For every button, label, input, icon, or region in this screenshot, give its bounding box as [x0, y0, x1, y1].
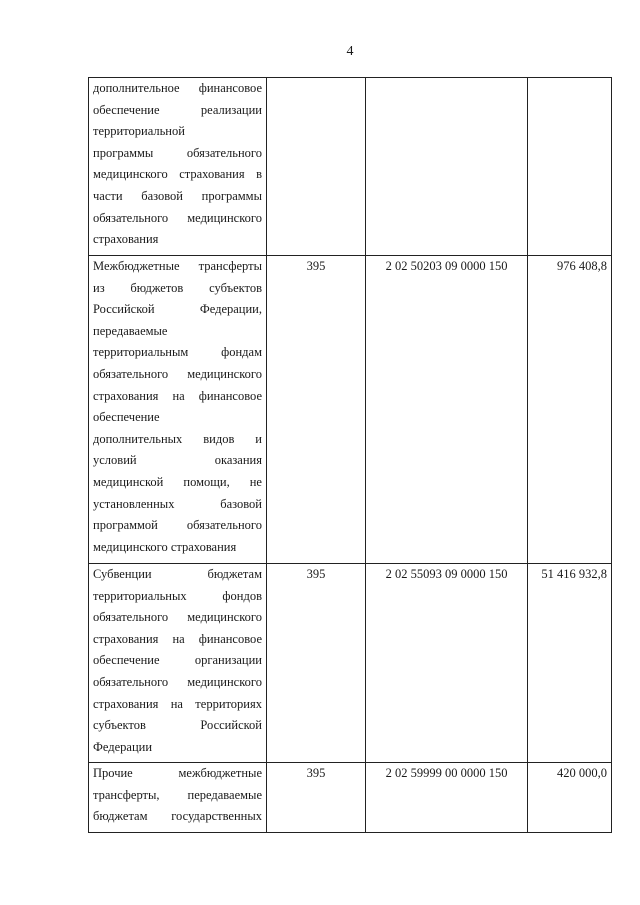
budget-code-cell: 2 02 50203 09 0000 150 [366, 256, 528, 564]
revenue-name-line: программой обязательного [93, 518, 262, 533]
revenue-name-line: Межбюджетные трансферты [93, 259, 262, 273]
amount-cell: 976 408,8 [528, 256, 612, 564]
revenue-name-line: программы обязательного [93, 145, 262, 160]
revenue-name-line: медицинского страхования в [93, 167, 262, 182]
revenue-name-line: установленных базовой [93, 496, 262, 511]
revenue-name-line: медицинской помощи, не [93, 474, 262, 489]
revenue-name-line: дополнительных видов и [93, 431, 262, 446]
revenue-name-line: обеспечение [93, 410, 160, 425]
budget-revenue-table [88, 77, 612, 833]
admin-code-cell: 395 [267, 256, 366, 564]
revenue-name-line: обязательного медицинского [93, 674, 262, 689]
table-row [89, 763, 612, 833]
revenue-name-line: обязательного медицинского [93, 366, 262, 381]
table-row [89, 564, 612, 763]
revenue-name-line: трансферты, передаваемые [93, 787, 262, 802]
table-row [89, 78, 612, 256]
revenue-name-line: субъектов Российской [93, 718, 262, 733]
revenue-name-line: обязательного медицинского [93, 210, 262, 225]
revenue-name-line: территориальных фондов [93, 588, 262, 603]
table-row [89, 256, 612, 564]
revenue-name-line: части базовой программы [93, 188, 262, 203]
amount-cell: 51 416 932,8 [528, 564, 612, 763]
revenue-name-line: Российской Федерации, [93, 302, 262, 317]
admin-code-cell: 395 [267, 564, 366, 763]
amount-cell: 420 000,0 [528, 763, 612, 833]
revenue-name-line: страхования на территориях [93, 696, 262, 711]
amount-cell [528, 78, 612, 256]
revenue-name-line: Федерации [93, 739, 153, 754]
revenue-name-line: условий оказания [93, 453, 262, 468]
revenue-name-line: страхования [93, 232, 159, 247]
revenue-name-line: Прочие межбюджетные [93, 766, 262, 780]
revenue-name-cell [89, 256, 267, 564]
revenue-name-line: территориальной [93, 124, 185, 139]
revenue-name-line: бюджетам государственных [93, 809, 262, 824]
revenue-name-cell [89, 78, 267, 256]
revenue-name-line: из бюджетов субъектов [93, 280, 262, 295]
revenue-name-line: территориальным фондам [93, 345, 262, 360]
revenue-name-line: обязательного медицинского [93, 610, 262, 625]
revenue-name-line: обеспечение реализации [93, 102, 262, 117]
revenue-name-line: медицинского страхования [93, 539, 237, 554]
budget-code-cell [366, 78, 528, 256]
revenue-name-line: дополнительное финансовое [93, 81, 262, 95]
revenue-name-line: страхования на финансовое [93, 388, 262, 403]
revenue-name-cell [89, 564, 267, 763]
admin-code-cell: 395 [267, 763, 366, 833]
admin-code-cell [267, 78, 366, 256]
budget-code-cell: 2 02 59999 00 0000 150 [366, 763, 528, 833]
revenue-name-line: передаваемые [93, 323, 168, 338]
budget-code-cell: 2 02 55093 09 0000 150 [366, 564, 528, 763]
revenue-name-line: Субвенции бюджетам [93, 567, 262, 581]
page-number: 4 [346, 44, 354, 59]
revenue-name-cell [89, 763, 267, 833]
revenue-name-line: обеспечение организации [93, 653, 262, 668]
revenue-name-line: страхования на финансовое [93, 631, 262, 646]
